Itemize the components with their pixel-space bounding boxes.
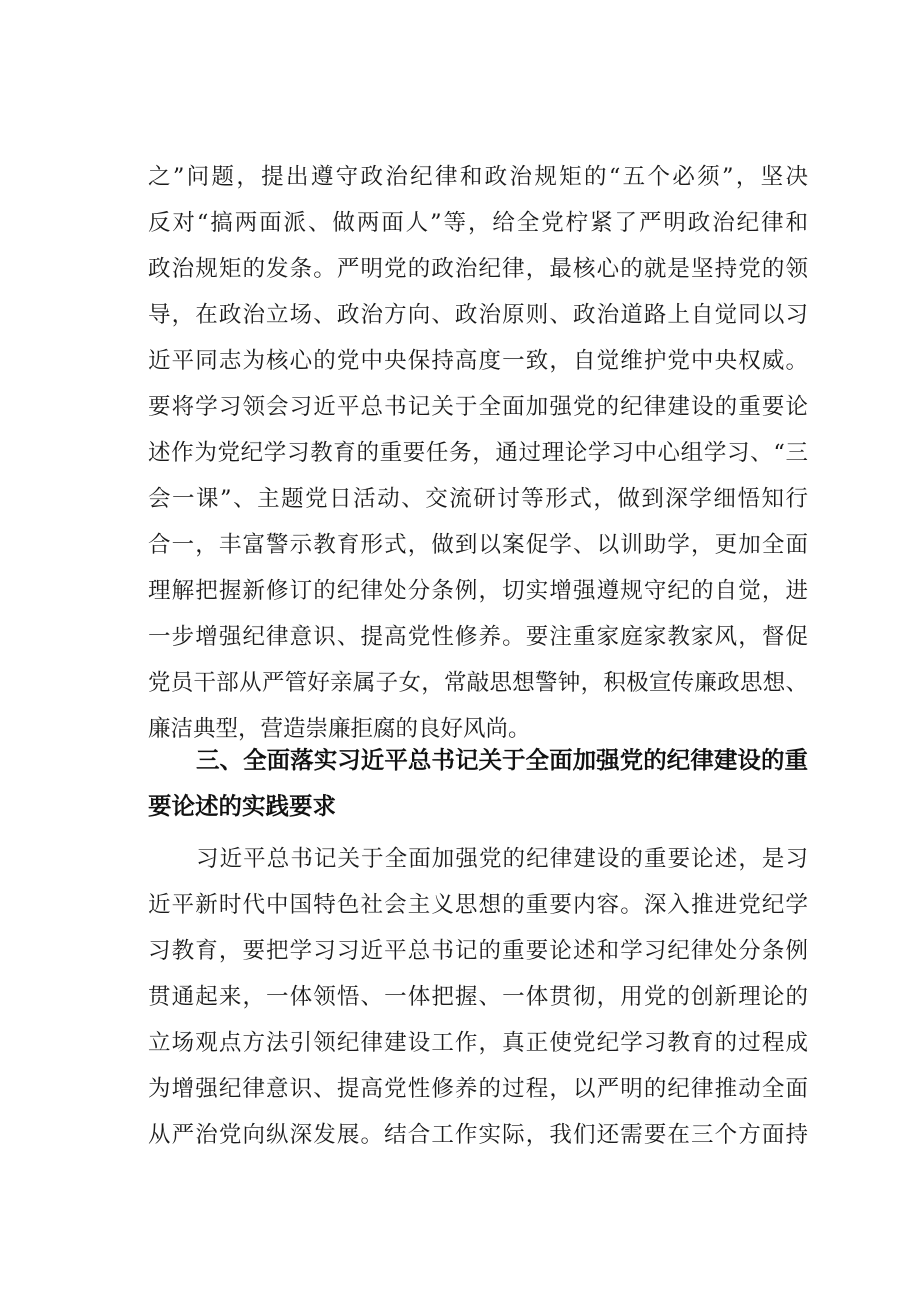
text-line: 习近平总书记关于全面加强党的纪律建设的重要论述，是习 [196, 846, 808, 872]
text-line: 导，在政治立场、政治方向、政治原则、政治道路上自觉同以习 [148, 302, 808, 328]
text-line: 近平同志为核心的党中央保持高度一致，自觉维护党中央权威。 [148, 348, 808, 374]
text-line: 理解把握新修订的纪律处分条例，切实增强遵规守纪的自觉，进 [148, 578, 808, 604]
text-line: 会一课”、主题党日活动、交流研讨等形式，做到深学细悟知行 [148, 486, 808, 512]
text-line: 政治规矩的发条。严明党的政治纪律，最核心的就是坚持党的领 [148, 256, 808, 282]
text-line: 合一，丰富警示教育形式，做到以案促学、以训助学，更加全面 [148, 532, 808, 558]
text-line: 立场观点方法引领纪律建设工作，真正使党纪学习教育的过程成 [148, 1030, 808, 1056]
text-line: 近平新时代中国特色社会主义思想的重要内容。深入推进党纪学 [148, 892, 808, 918]
text-line: 从严治党向纵深发展。结合工作实际，我们还需要在三个方面持 [148, 1122, 808, 1148]
heading-line: 要论述的实践要求 [148, 792, 336, 820]
text-line: 习教育，要把学习习近平总书记的重要论述和学习纪律处分条例 [148, 938, 808, 964]
text-line: 为增强纪律意识、提高党性修养的过程，以严明的纪律推动全面 [148, 1076, 808, 1102]
text-line: 要将学习领会习近平总书记关于全面加强党的纪律建设的重要论 [148, 394, 808, 420]
text-line: 一步增强纪律意识、提高党性修养。要注重家庭家教家风，督促 [148, 624, 808, 650]
text-line: 之”问题，提出遵守政治纪律和政治规矩的“五个必须”，坚决 [148, 164, 808, 190]
text-line: 党员干部从严管好亲属子女，常敲思想警钟，积极宣传廉政思想、 [148, 670, 808, 696]
text-line: 贯通起来，一体领悟、一体把握、一体贯彻，用党的创新理论的 [148, 984, 808, 1010]
text-line: 廉洁典型，营造崇廉拒腐的良好风尚。 [148, 716, 531, 742]
text-line: 反对“搞两面派、做两面人”等，给全党柠紧了严明政治纪律和 [148, 210, 808, 236]
heading-line: 三、全面落实习近平总书记关于全面加强党的纪律建设的重 [196, 746, 808, 774]
text-line: 述作为党纪学习教育的重要任务，通过理论学习中心组学习、“三 [148, 440, 808, 466]
